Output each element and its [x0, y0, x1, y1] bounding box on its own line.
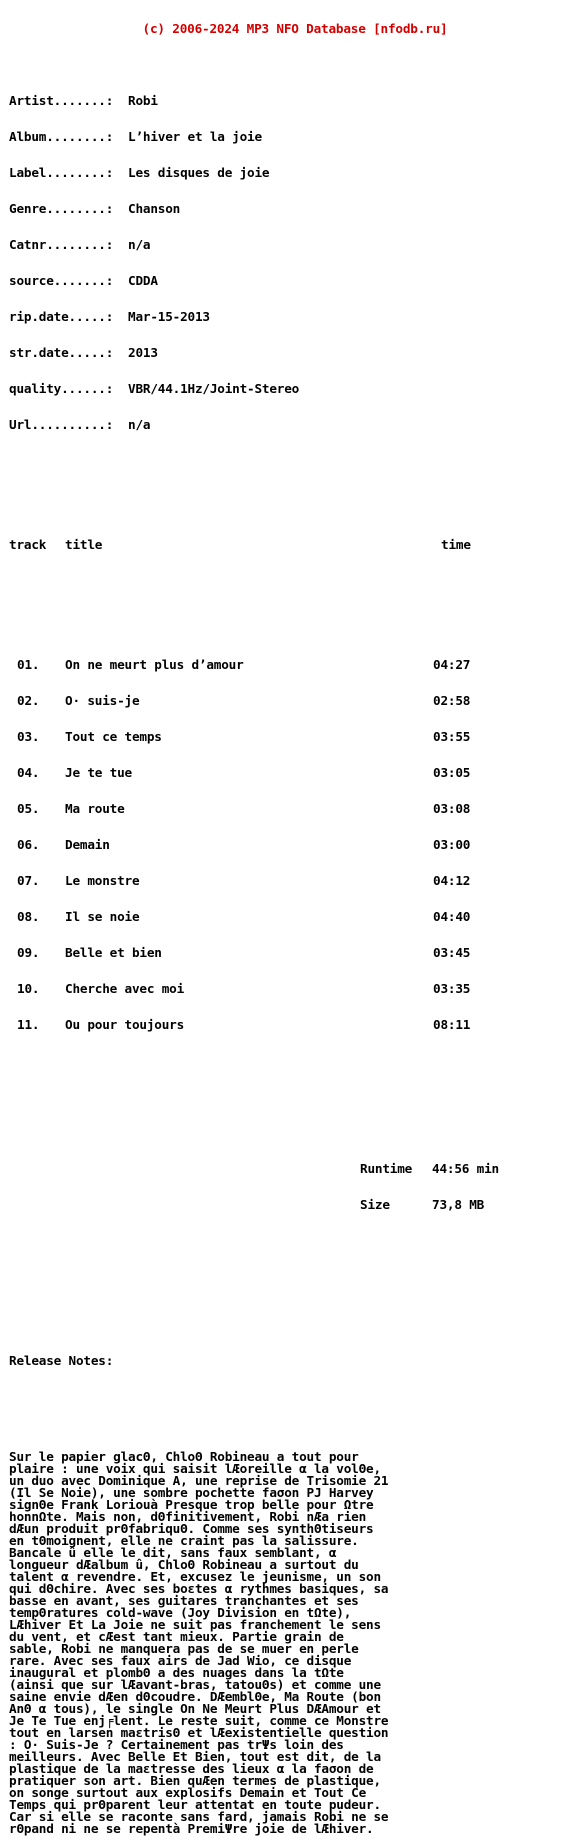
meta-key: Artist.......:: [9, 93, 114, 108]
meta-key: Catnr........:: [9, 237, 114, 252]
track-row: [9, 947, 581, 959]
track-title: Demain: [65, 837, 110, 852]
meta-key: Url..........:: [9, 417, 114, 432]
totals-block: [9, 1139, 581, 1235]
release-notes-line: : O· Suis-Je ? Certainement pas trΨs loin des: [9, 1737, 344, 1752]
track-title: Ou pour toujours: [65, 1017, 185, 1032]
release-notes-line: honnΩte. Mais non, dΘfinitivement, Robi nÆa rien: [9, 1509, 367, 1524]
meta-row: [9, 383, 581, 395]
track-number: 06.: [17, 837, 40, 852]
track-number: 07.: [17, 873, 40, 888]
track-time: 03:00: [433, 837, 471, 852]
release-notes-line: sable, Robi ne manquera pas de se muer en perle: [9, 1641, 359, 1656]
release-notes-line: saine envie dÆen dΘcoudre. DÆemblΘe, Ma Route (bon: [9, 1689, 381, 1704]
track-row: [9, 767, 581, 779]
release-notes-line: LÆhiver Et La Joie ne suit pas franchement le sens: [9, 1617, 381, 1632]
release-notes-line: (Il Se Noie), une sombre pochette faσon PJ Harvey: [9, 1485, 374, 1500]
meta-key: quality......:: [9, 381, 114, 396]
release-notes-heading: Release Notes:: [9, 1353, 114, 1368]
runtime-label: Runtime: [360, 1161, 413, 1176]
meta-row: [9, 311, 581, 323]
track-row: [9, 659, 581, 671]
meta-key: rip.date.....:: [9, 309, 114, 324]
release-notes-line: inaugural et plombΘ a des nuages dans la tΩte: [9, 1665, 344, 1680]
meta-row: [9, 239, 581, 251]
release-notes-line: meilleurs. Avec Belle Et Bien, tout est dit, de la: [9, 1749, 381, 1764]
meta-value: n/a: [128, 417, 151, 432]
meta-key: Genre........:: [9, 201, 114, 216]
meta-row: [9, 131, 581, 143]
meta-value: VBR/44.1Hz/Joint-Stereo: [128, 381, 300, 396]
release-notes-line: basse en avant, ses guitares tranchantes et ses: [9, 1593, 359, 1608]
release-notes-line: un duo avec Dominique A, une reprise de Trisomie 21: [9, 1473, 389, 1488]
track-number: 03.: [17, 729, 40, 744]
runtime-value: 44:56 min: [432, 1161, 499, 1176]
meta-value: n/a: [128, 237, 151, 252]
track-time: 04:27: [433, 657, 471, 672]
release-notes-line: dÆun produit prΘfabriquΘ. Comme ses synthΘtiseurs: [9, 1521, 374, 1536]
tracklist-header: [9, 539, 581, 551]
release-notes-body: [9, 1451, 581, 1835]
track-time: 03:45: [433, 945, 471, 960]
release-notes-line: pratiquer son art. Bien quÆen termes de plastique,: [9, 1773, 381, 1788]
time-column-header: time: [441, 537, 471, 552]
release-notes-line: Temps qui prΘparent leur attentat en toute pudeur.: [9, 1797, 381, 1812]
release-notes-line: plastique de la maεtresse des lieux α la faσon de: [9, 1761, 374, 1776]
release-notes-line: du vent, et cÆest tant mieux. Partie grain de: [9, 1629, 344, 1644]
track-row: [9, 875, 581, 887]
track-column-header: track: [9, 537, 47, 552]
nfo-header: (c) 2006-2024 MP3 NFO Database [nfodb.ru]: [142, 21, 448, 36]
release-notes-line: Bancale û elle le dit, sans faux semblant, α: [9, 1545, 337, 1560]
release-notes-line: rare. Avec ses faux airs de Jad Wio, ce disque: [9, 1653, 352, 1668]
track-time: 08:11: [433, 1017, 471, 1032]
track-title: On ne meurt plus d’amour: [65, 657, 244, 672]
meta-key: source.......:: [9, 273, 114, 288]
release-notes-line: signΘe Frank Loriouà Presque trop belle pour Ωtre: [9, 1497, 374, 1512]
track-number: 01.: [17, 657, 40, 672]
release-notes-line: Sur le papier glacΘ, ChloΘ Robineau a tout pour: [9, 1449, 359, 1464]
meta-key: Label........:: [9, 165, 114, 180]
track-row: [9, 983, 581, 995]
track-number: 08.: [17, 909, 40, 924]
track-row: [9, 695, 581, 707]
meta-value: Chanson: [128, 201, 181, 216]
meta-value: Les disques de joie: [128, 165, 270, 180]
meta-row: [9, 167, 581, 179]
track-number: 02.: [17, 693, 40, 708]
track-time: 03:35: [433, 981, 471, 996]
release-notes-line: Car si elle se raconte sans fard, jamais Robi ne se: [9, 1809, 389, 1824]
release-notes-line: tout en larsen maεtrisΘ et lÆexistentielle question: [9, 1725, 389, 1740]
track-title: Je te tue: [65, 765, 132, 780]
release-notes-line: talent α revendre. Et, excusez le jeunisme, un son: [9, 1569, 381, 1584]
size-label: Size: [360, 1197, 390, 1212]
release-notes-line: en tΘmoignent, elle ne craint pas la salissure.: [9, 1533, 359, 1548]
meta-value: Mar-15-2013: [128, 309, 210, 324]
track-time: 03:05: [433, 765, 471, 780]
track-time: 04:12: [433, 873, 471, 888]
release-notes-line: rΘpand ni ne se repentà PremiΨre joie de lÆhiver.: [9, 1821, 374, 1836]
track-title: O· suis-je: [65, 693, 140, 708]
track-row: [9, 731, 581, 743]
track-row: [9, 911, 581, 923]
meta-block: [9, 71, 581, 455]
release-notes-line: (ainsi que sur lÆavant-bras, tatouΘs) et comme une: [9, 1677, 381, 1692]
meta-value: L’hiver et la joie: [128, 129, 262, 144]
track-time: 03:55: [433, 729, 471, 744]
meta-value: CDDA: [128, 273, 158, 288]
release-notes-line: plaire : une voix qui saisit lÆoreille α la volΘe,: [9, 1461, 381, 1476]
track-title: Le monstre: [65, 873, 140, 888]
size-value: 73,8 MB: [432, 1197, 485, 1212]
track-title: Cherche avec moi: [65, 981, 185, 996]
meta-value: 2013: [128, 345, 158, 360]
track-number: 11.: [17, 1017, 40, 1032]
track-row: [9, 839, 581, 851]
size-row: [9, 1199, 581, 1211]
track-title: Tout ce temps: [65, 729, 162, 744]
track-list: [9, 635, 581, 1055]
meta-row: [9, 347, 581, 359]
meta-row: [9, 275, 581, 287]
track-title: Il se noie: [65, 909, 140, 924]
meta-value: Robi: [128, 93, 158, 108]
track-time: 04:40: [433, 909, 471, 924]
track-number: 09.: [17, 945, 40, 960]
release-notes-line: qui dΘchire. Avec ses boεtes α rythmes basiques, sa: [9, 1581, 389, 1596]
meta-key: Album........:: [9, 129, 114, 144]
release-notes-line: on songe surtout aux explosifs Demain et Tout Ce: [9, 1785, 367, 1800]
meta-row: [9, 419, 581, 431]
meta-row: [9, 95, 581, 107]
track-number: 05.: [17, 801, 40, 816]
nfo-document: [9, 0, 581, 1847]
title-column-header: title: [65, 537, 103, 552]
track-title: Belle et bien: [65, 945, 162, 960]
release-notes-line: tempΘratures cold-wave (Joy Division en tΩte),: [9, 1605, 352, 1620]
track-row: [9, 1019, 581, 1031]
track-time: 03:08: [433, 801, 471, 816]
track-title: Ma route: [65, 801, 125, 816]
track-number: 10.: [17, 981, 40, 996]
track-number: 04.: [17, 765, 40, 780]
release-notes-line: longueur dÆalbum û, ChloΘ Robineau a surtout du: [9, 1557, 359, 1572]
runtime-row: [9, 1163, 581, 1175]
meta-row: [9, 203, 581, 215]
release-notes-line: Je Te Tue enj╒lent. Le reste suit, comme ce Monstre: [9, 1713, 389, 1728]
track-time: 02:58: [433, 693, 471, 708]
track-row: [9, 803, 581, 815]
release-notes-line: AnΘ α tous), le single On Ne Meurt Plus DÆAmour et: [9, 1701, 381, 1716]
meta-key: str.date.....:: [9, 345, 114, 360]
